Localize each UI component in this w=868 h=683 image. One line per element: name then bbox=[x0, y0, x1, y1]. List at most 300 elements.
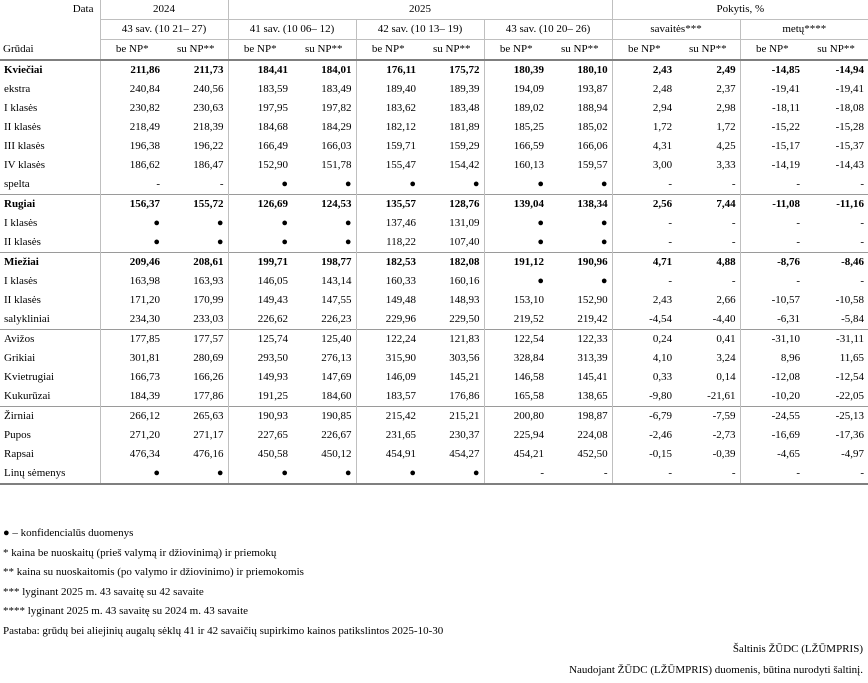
row-label: I klasės bbox=[0, 272, 100, 291]
value-cell: 184,39 bbox=[129, 390, 160, 402]
value-cell: -15,17 bbox=[771, 140, 801, 152]
value-cell: -21,61 bbox=[676, 387, 740, 407]
sub-header: su NP** bbox=[420, 40, 484, 61]
value-cell: -14,19 bbox=[771, 159, 801, 171]
value-cell: - bbox=[164, 175, 228, 195]
value-cell: 160,33 bbox=[385, 275, 416, 287]
value-cell: 184,68 bbox=[257, 121, 288, 133]
footnote: *** lyginant 2025 m. 43 savaitę su 42 savaite bbox=[3, 585, 204, 598]
table-row bbox=[0, 214, 868, 233]
value-cell: - bbox=[860, 178, 865, 190]
value-cell: ● bbox=[281, 236, 288, 248]
value-cell: 152,90 bbox=[257, 159, 288, 171]
value-cell: ● bbox=[537, 217, 544, 229]
value-cell: 154,42 bbox=[420, 156, 484, 175]
row-label: ekstra bbox=[0, 80, 100, 99]
value-cell: -2,73 bbox=[676, 426, 740, 445]
year-2024-header: 2024 bbox=[100, 0, 228, 20]
value-cell: ● bbox=[537, 178, 544, 190]
value-cell: 151,78 bbox=[292, 156, 356, 175]
value-cell: - bbox=[676, 464, 740, 484]
value-cell: 2,37 bbox=[676, 80, 740, 99]
value-cell: - bbox=[612, 464, 676, 484]
value-cell: 182,08 bbox=[420, 253, 484, 273]
table-row bbox=[0, 80, 868, 99]
row-label: Kvietrugiai bbox=[0, 368, 100, 387]
value-cell: 183,59 bbox=[257, 83, 288, 95]
sub-header: su NP** bbox=[164, 40, 228, 61]
sub-header: be NP* bbox=[100, 40, 164, 61]
table-row bbox=[0, 445, 868, 464]
value-cell: 7,44 bbox=[676, 195, 740, 215]
value-cell: 476,34 bbox=[129, 448, 160, 460]
sub-header: be NP* bbox=[612, 40, 676, 61]
value-cell: 229,50 bbox=[420, 310, 484, 330]
value-cell: 229,96 bbox=[385, 313, 416, 325]
value-cell: - bbox=[796, 236, 801, 248]
value-cell: -18,11 bbox=[772, 102, 801, 114]
value-cell: 137,46 bbox=[385, 217, 416, 229]
value-cell: 198,77 bbox=[292, 253, 356, 273]
value-cell: 454,27 bbox=[420, 445, 484, 464]
value-cell: 184,60 bbox=[292, 387, 356, 407]
value-cell: -15,22 bbox=[771, 121, 801, 133]
value-cell: 122,24 bbox=[356, 330, 420, 350]
value-cell: -0,39 bbox=[676, 445, 740, 464]
row-label: III klasės bbox=[0, 137, 100, 156]
value-cell: 194,09 bbox=[513, 83, 544, 95]
value-cell: 166,03 bbox=[292, 137, 356, 156]
table-row bbox=[0, 195, 868, 215]
value-cell: 208,61 bbox=[164, 253, 228, 273]
value-cell: 163,93 bbox=[164, 272, 228, 291]
yearly-change-header: metų**** bbox=[740, 20, 868, 40]
value-cell: 125,74 bbox=[228, 330, 292, 350]
value-cell: 176,11 bbox=[356, 60, 420, 80]
value-cell: ● bbox=[356, 464, 420, 484]
value-cell: -14,43 bbox=[835, 159, 865, 171]
value-cell: 159,71 bbox=[385, 140, 416, 152]
table-row bbox=[0, 156, 868, 175]
value-cell: 191,25 bbox=[257, 390, 288, 402]
value-cell: - bbox=[860, 217, 865, 229]
value-cell: 226,67 bbox=[292, 426, 356, 445]
table-row bbox=[0, 310, 868, 330]
value-cell: ● bbox=[164, 233, 228, 253]
value-cell: 2,98 bbox=[676, 99, 740, 118]
value-cell: 2,56 bbox=[612, 195, 676, 215]
value-cell: 0,41 bbox=[676, 330, 740, 350]
value-cell: 230,63 bbox=[164, 99, 228, 118]
value-cell: - bbox=[796, 217, 801, 229]
row-label: spelta bbox=[0, 175, 100, 195]
value-cell: 315,90 bbox=[385, 352, 416, 364]
value-cell: 183,48 bbox=[420, 99, 484, 118]
row-label: IV klasės bbox=[0, 156, 100, 175]
value-cell: -8,46 bbox=[804, 253, 868, 273]
value-cell: -19,41 bbox=[835, 83, 865, 95]
value-cell: -31,11 bbox=[804, 330, 868, 350]
value-cell: 215,42 bbox=[356, 407, 420, 427]
value-cell: ● bbox=[281, 217, 288, 229]
value-cell: 166,59 bbox=[513, 140, 544, 152]
value-cell: 138,34 bbox=[548, 195, 612, 215]
value-cell: 185,25 bbox=[513, 121, 544, 133]
value-cell: - bbox=[860, 275, 865, 287]
value-cell: 147,69 bbox=[292, 368, 356, 387]
value-cell: -16,69 bbox=[771, 429, 801, 441]
value-cell: 170,99 bbox=[164, 291, 228, 310]
value-cell: - bbox=[156, 178, 160, 190]
table-row bbox=[0, 387, 868, 407]
value-cell: 122,54 bbox=[484, 330, 548, 350]
value-cell: 2,49 bbox=[676, 60, 740, 80]
value-cell: -17,36 bbox=[835, 429, 865, 441]
value-cell: 177,85 bbox=[100, 330, 164, 350]
value-cell: 197,95 bbox=[257, 102, 288, 114]
value-cell: 231,65 bbox=[385, 429, 416, 441]
value-cell: 218,49 bbox=[129, 121, 160, 133]
value-cell: -14,85 bbox=[740, 60, 804, 80]
row-label: II klasės bbox=[0, 233, 100, 253]
value-cell: -22,05 bbox=[835, 390, 865, 402]
value-cell: -14,94 bbox=[804, 60, 868, 80]
value-cell: - bbox=[676, 233, 740, 253]
value-cell: -6,79 bbox=[612, 407, 676, 427]
value-cell: 226,23 bbox=[292, 310, 356, 330]
value-cell: ● bbox=[153, 217, 160, 229]
value-cell: 271,17 bbox=[164, 426, 228, 445]
value-cell: - bbox=[668, 217, 673, 229]
value-cell: 0,33 bbox=[652, 371, 673, 383]
value-cell: 224,08 bbox=[548, 426, 612, 445]
row-label: Rugiai bbox=[0, 195, 100, 215]
sub-header: su NP** bbox=[804, 40, 868, 61]
value-cell: 183,62 bbox=[385, 102, 416, 114]
value-cell: 211,86 bbox=[100, 60, 164, 80]
value-cell: 240,56 bbox=[164, 80, 228, 99]
value-cell: 3,00 bbox=[652, 159, 673, 171]
value-cell: 190,93 bbox=[228, 407, 292, 427]
value-cell: 135,57 bbox=[356, 195, 420, 215]
value-cell: 271,20 bbox=[129, 429, 160, 441]
sub-header: be NP* bbox=[228, 40, 292, 61]
value-cell: 230,37 bbox=[420, 426, 484, 445]
value-cell: 199,71 bbox=[228, 253, 292, 273]
weekly-change-header: savaitės*** bbox=[612, 20, 740, 40]
week-header: 43 sav. (10 20– 26) bbox=[484, 20, 612, 40]
source-note: Naudojant ŽŪDC (LŽŪMPRIS) duomenis, būtina nurodyti šaltinį. bbox=[569, 664, 863, 676]
row-label: Žirniai bbox=[0, 407, 100, 427]
value-cell: - bbox=[796, 178, 801, 190]
value-cell: 185,02 bbox=[548, 118, 612, 137]
value-cell: 183,57 bbox=[385, 390, 416, 402]
value-cell: 131,09 bbox=[420, 214, 484, 233]
value-cell: ● bbox=[548, 175, 612, 195]
value-cell: 184,01 bbox=[292, 60, 356, 80]
value-cell: 215,21 bbox=[420, 407, 484, 427]
value-cell: -10,57 bbox=[771, 294, 801, 306]
corner-grudai-label: Grūdai bbox=[3, 43, 34, 55]
table-row bbox=[0, 233, 868, 253]
value-cell: -19,41 bbox=[771, 83, 801, 95]
footnote: ** kaina su nuoskaitomis (po valymo ir džiovinimo) ir priemokomis bbox=[3, 566, 304, 578]
value-cell: ● bbox=[409, 178, 416, 190]
value-cell: 227,65 bbox=[257, 429, 288, 441]
value-cell: 152,90 bbox=[548, 291, 612, 310]
value-cell: ● bbox=[292, 464, 356, 484]
value-cell: 184,29 bbox=[292, 118, 356, 137]
value-cell: -9,80 bbox=[649, 390, 673, 402]
value-cell: 2,94 bbox=[652, 102, 673, 114]
value-cell: 2,43 bbox=[652, 294, 673, 306]
table-body bbox=[0, 60, 868, 484]
table-row bbox=[0, 253, 868, 273]
value-cell: 188,94 bbox=[548, 99, 612, 118]
value-cell: 313,39 bbox=[548, 349, 612, 368]
value-cell: ● bbox=[537, 275, 544, 287]
value-cell: -24,55 bbox=[740, 407, 804, 427]
table-row bbox=[0, 272, 868, 291]
value-cell: 233,03 bbox=[164, 310, 228, 330]
value-cell: 177,86 bbox=[164, 387, 228, 407]
value-cell: - bbox=[668, 236, 673, 248]
value-cell: 190,96 bbox=[548, 253, 612, 273]
value-cell: 225,94 bbox=[513, 429, 544, 441]
value-cell: - bbox=[676, 272, 740, 291]
value-cell: 181,89 bbox=[420, 118, 484, 137]
value-cell: -4,97 bbox=[841, 448, 865, 460]
value-cell: 149,93 bbox=[257, 371, 288, 383]
value-cell: ● bbox=[164, 214, 228, 233]
value-cell: ● bbox=[548, 272, 612, 291]
value-cell: 124,53 bbox=[292, 195, 356, 215]
value-cell: 276,13 bbox=[292, 349, 356, 368]
value-cell: 189,02 bbox=[513, 102, 544, 114]
value-cell: 2,43 bbox=[612, 60, 676, 80]
sub-header: su NP** bbox=[676, 40, 740, 61]
value-cell: 175,72 bbox=[420, 60, 484, 80]
value-cell: -15,28 bbox=[835, 121, 865, 133]
value-cell: 189,40 bbox=[385, 83, 416, 95]
value-cell: -5,84 bbox=[841, 313, 865, 325]
value-cell: -8,76 bbox=[740, 253, 804, 273]
value-cell: -0,15 bbox=[649, 448, 673, 460]
value-cell: 197,82 bbox=[292, 99, 356, 118]
value-cell: 160,16 bbox=[420, 272, 484, 291]
value-cell: - bbox=[804, 464, 868, 484]
value-cell: 3,24 bbox=[676, 349, 740, 368]
value-cell: - bbox=[860, 236, 865, 248]
value-cell: ● bbox=[548, 233, 612, 253]
row-label: II klasės bbox=[0, 291, 100, 310]
value-cell: -4,65 bbox=[777, 448, 801, 460]
value-cell: 138,65 bbox=[548, 387, 612, 407]
value-cell: 1,72 bbox=[676, 118, 740, 137]
value-cell: 160,13 bbox=[513, 159, 544, 171]
row-label: Linų sėmenys bbox=[0, 464, 100, 484]
value-cell: -4,54 bbox=[649, 313, 673, 325]
value-cell: 198,87 bbox=[548, 407, 612, 427]
value-cell: 166,26 bbox=[164, 368, 228, 387]
table-row bbox=[0, 291, 868, 310]
value-cell: 450,58 bbox=[257, 448, 288, 460]
value-cell: 189,39 bbox=[420, 80, 484, 99]
footnote: **** lyginant 2025 m. 43 savaitę su 2024 m. 43 savaite bbox=[3, 605, 249, 617]
value-cell: 121,83 bbox=[420, 330, 484, 350]
value-cell: 163,98 bbox=[129, 275, 160, 287]
footnote: ● – konfidencialūs duomenys bbox=[3, 527, 134, 539]
row-label: I klasės bbox=[0, 214, 100, 233]
value-cell: -31,10 bbox=[740, 330, 804, 350]
table-row bbox=[0, 368, 868, 387]
week-header: 42 sav. (10 13– 19) bbox=[356, 20, 484, 40]
value-cell: - bbox=[796, 275, 801, 287]
table-row bbox=[0, 407, 868, 427]
footnotes bbox=[3, 524, 443, 641]
row-label: Rapsai bbox=[0, 445, 100, 464]
value-cell: 280,69 bbox=[164, 349, 228, 368]
value-cell: 155,47 bbox=[385, 159, 416, 171]
sub-header: be NP* bbox=[484, 40, 548, 61]
value-cell: -7,59 bbox=[676, 407, 740, 427]
value-cell: -12,54 bbox=[835, 371, 865, 383]
value-cell: -6,31 bbox=[777, 313, 801, 325]
value-cell: 166,06 bbox=[548, 137, 612, 156]
value-cell: 452,50 bbox=[548, 445, 612, 464]
value-cell: -4,40 bbox=[676, 310, 740, 330]
sub-header: su NP** bbox=[548, 40, 612, 61]
value-cell: 301,81 bbox=[129, 352, 160, 364]
value-cell: 159,57 bbox=[548, 156, 612, 175]
value-cell: ● bbox=[292, 233, 356, 253]
value-cell: 166,73 bbox=[129, 371, 160, 383]
value-cell: 2,66 bbox=[676, 291, 740, 310]
value-cell: ● bbox=[164, 464, 228, 484]
value-cell: 184,41 bbox=[228, 60, 292, 80]
value-cell: -15,37 bbox=[835, 140, 865, 152]
value-cell: 8,96 bbox=[780, 352, 801, 364]
value-cell: 265,63 bbox=[164, 407, 228, 427]
value-cell: 4,10 bbox=[652, 352, 673, 364]
value-cell: 165,58 bbox=[513, 390, 544, 402]
value-cell: 476,16 bbox=[164, 445, 228, 464]
value-cell: 4,31 bbox=[652, 140, 673, 152]
table-row bbox=[0, 175, 868, 195]
value-cell: -11,08 bbox=[740, 195, 804, 215]
value-cell: -2,46 bbox=[649, 429, 673, 441]
value-cell: 186,47 bbox=[164, 156, 228, 175]
value-cell: 234,30 bbox=[129, 313, 160, 325]
value-cell: - bbox=[484, 464, 548, 484]
value-cell: 454,91 bbox=[385, 448, 416, 460]
value-cell: 183,49 bbox=[292, 80, 356, 99]
value-cell: 176,86 bbox=[420, 387, 484, 407]
value-cell: 11,65 bbox=[839, 352, 865, 364]
value-cell: 155,72 bbox=[164, 195, 228, 215]
value-cell: 143,14 bbox=[292, 272, 356, 291]
value-cell: 171,20 bbox=[129, 294, 160, 306]
value-cell: 128,76 bbox=[420, 195, 484, 215]
footnote: Pastaba: grūdų bei aliejinių augalų sėklų 41 ir 42 savaičių supirkimo kainos patikslintos 2025-10-30 bbox=[3, 624, 444, 637]
value-cell: 180,39 bbox=[484, 60, 548, 80]
value-cell: - bbox=[740, 464, 804, 484]
value-cell: 180,10 bbox=[548, 60, 612, 80]
value-cell: ● bbox=[420, 175, 484, 195]
value-cell: -11,16 bbox=[804, 195, 868, 215]
table-row bbox=[0, 118, 868, 137]
footnote: * kaina be nuoskaitų (prieš valymą ir džiovinimą) ir priemokų bbox=[3, 546, 277, 559]
value-cell: 196,38 bbox=[129, 140, 160, 152]
value-cell: ● bbox=[292, 175, 356, 195]
value-cell: 219,52 bbox=[513, 313, 544, 325]
row-label: Avižos bbox=[0, 330, 100, 350]
value-cell: 182,12 bbox=[385, 121, 416, 133]
change-header: Pokytis, % bbox=[612, 0, 868, 20]
row-label: I klasės bbox=[0, 99, 100, 118]
sub-header: be NP* bbox=[740, 40, 804, 61]
value-cell: 293,50 bbox=[257, 352, 288, 364]
value-cell: 328,84 bbox=[513, 352, 544, 364]
table-row bbox=[0, 330, 868, 350]
value-cell: 159,29 bbox=[420, 137, 484, 156]
value-cell: 186,62 bbox=[129, 159, 160, 171]
table-row bbox=[0, 99, 868, 118]
value-cell: -25,13 bbox=[804, 407, 868, 427]
value-cell: 200,80 bbox=[484, 407, 548, 427]
row-label: Miežiai bbox=[0, 253, 100, 273]
value-cell: 1,72 bbox=[652, 121, 673, 133]
value-cell: -18,08 bbox=[835, 102, 865, 114]
table-row bbox=[0, 137, 868, 156]
value-cell: - bbox=[668, 275, 673, 287]
value-cell: 209,46 bbox=[100, 253, 164, 273]
value-cell: ● bbox=[537, 236, 544, 248]
value-cell: ● bbox=[228, 464, 292, 484]
value-cell: 193,87 bbox=[548, 80, 612, 99]
value-cell: 0,14 bbox=[676, 368, 740, 387]
value-cell: 126,69 bbox=[228, 195, 292, 215]
value-cell: 166,49 bbox=[257, 140, 288, 152]
value-cell: 146,58 bbox=[513, 371, 544, 383]
value-cell: -10,20 bbox=[771, 390, 801, 402]
value-cell: 3,33 bbox=[676, 156, 740, 175]
value-cell: 149,43 bbox=[257, 294, 288, 306]
value-cell: 196,22 bbox=[164, 137, 228, 156]
value-cell: 146,09 bbox=[385, 371, 416, 383]
value-cell: 118,22 bbox=[386, 236, 416, 248]
value-cell: 266,12 bbox=[100, 407, 164, 427]
value-cell: 190,85 bbox=[292, 407, 356, 427]
value-cell: ● bbox=[548, 214, 612, 233]
corner-header bbox=[0, 0, 100, 60]
value-cell: 148,93 bbox=[420, 291, 484, 310]
value-cell: 153,10 bbox=[513, 294, 544, 306]
value-cell: 107,40 bbox=[420, 233, 484, 253]
value-cell: 4,25 bbox=[676, 137, 740, 156]
value-cell: 147,55 bbox=[292, 291, 356, 310]
value-cell: 240,84 bbox=[129, 83, 160, 95]
row-label: Pupos bbox=[0, 426, 100, 445]
value-cell: 211,73 bbox=[164, 60, 228, 80]
row-label: II klasės bbox=[0, 118, 100, 137]
year-2025-header: 2025 bbox=[228, 0, 612, 20]
value-cell: ● bbox=[100, 464, 164, 484]
value-cell: 450,12 bbox=[292, 445, 356, 464]
value-cell: -10,58 bbox=[835, 294, 865, 306]
value-cell: 156,37 bbox=[100, 195, 164, 215]
row-label: Kukurūzai bbox=[0, 387, 100, 407]
